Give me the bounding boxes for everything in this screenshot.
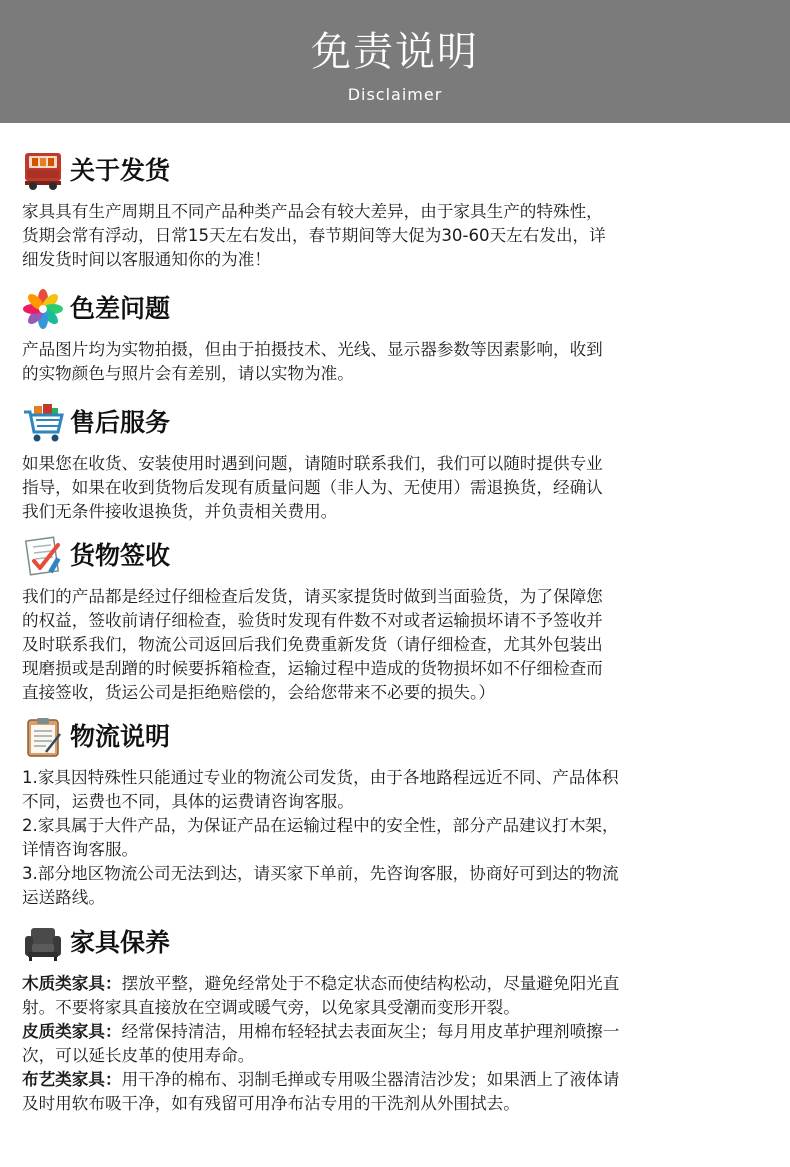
body-line: 摆放平整，避免经常处于不稳定状态而使结构松动，尽量避免阳光直 <box>121 974 620 993</box>
section-title: 物流说明 <box>70 722 171 751</box>
body-line: 详情咨询客服。 <box>22 840 139 859</box>
section-header <box>22 402 774 446</box>
body-line: 家具具有生产周期且不同产品种类产品会有较大差异，由于家具生产的特殊性， <box>22 202 603 221</box>
care-label: 布艺类家具： <box>22 1070 122 1089</box>
body-line: 1.家具因特殊性只能通过专业的物流公司发货，由于各地路程远近不同、产品体积 <box>22 768 619 787</box>
body-line: 3.部分地区物流公司无法到达，请买家下单前，先咨询客服，协商好可到达的物流 <box>22 864 619 883</box>
section-shipping <box>22 150 774 272</box>
section-title: 关于发货 <box>70 156 171 185</box>
page-title: 免责说明 <box>311 29 479 75</box>
body-line: 直接签收，货运公司是拒绝赔偿的，会给您带来不必要的损失。） <box>22 683 495 702</box>
section-title: 货物签收 <box>70 541 171 570</box>
body-line: 现磨损或是刮蹭的时候要拆箱检查，运输过程中造成的货物损坏如不仔细检查而 <box>22 659 603 678</box>
body-line: 指导，如果在收到货物后发现有质量问题（非人为、无使用）需退换货，经确认 <box>22 478 603 497</box>
body-line: 射。不要将家具直接放在空调或暖气旁，以免家具受潮而变形开裂。 <box>22 998 520 1017</box>
section-title: 色差问题 <box>70 294 171 323</box>
section-title: 售后服务 <box>70 408 171 437</box>
page-subtitle: Disclaimer <box>347 85 443 104</box>
body-line: 我们的产品都是经过仔细检查后发货，请买家提货时做到当面验货，为了保障您 <box>22 587 603 606</box>
care-label: 皮质类家具： <box>22 1022 122 1041</box>
section-title: 家具保养 <box>70 928 171 957</box>
shopping-cart-icon <box>22 402 64 444</box>
section-body <box>22 338 774 386</box>
body-line: 次，可以延长皮革的使用寿命。 <box>22 1046 255 1065</box>
body-line: 货期会常有浮动，日常15天左右发出，春节期间等大促为30-60天左右发出，详 <box>22 226 606 245</box>
section-header <box>22 150 774 194</box>
body-line: 及时用软布吸干净，如有残留可用净布沾专用的干洗剂从外围拭去。 <box>22 1094 520 1113</box>
body-line: 不同，运费也不同，具体的运费请咨询客服。 <box>22 792 354 811</box>
section-logistics <box>22 716 774 910</box>
section-goods-receipt <box>22 535 774 705</box>
section-body <box>22 585 774 705</box>
body-line: 经常保持清洁，用棉布轻轻拭去表面灰尘；每月用皮革护理剂喷擦一 <box>121 1022 620 1041</box>
section-body <box>22 766 774 910</box>
header-banner <box>0 0 790 123</box>
section-header <box>22 535 774 579</box>
section-header <box>22 716 774 760</box>
body-line: 2.家具属于大件产品，为保证产品在运输过程中的安全性，部分产品建议打木架， <box>22 816 619 835</box>
sign-document-icon <box>22 535 64 577</box>
section-header <box>22 288 774 332</box>
body-line: 细发货时间以客服通知你的为准！ <box>22 250 271 269</box>
section-body <box>22 972 774 1116</box>
body-line: 用干净的棉布、羽制毛掸或专用吸尘器清洁沙发；如果洒上了液体请 <box>121 1070 620 1089</box>
care-label: 木质类家具： <box>22 974 122 993</box>
delivery-truck-icon <box>22 150 64 192</box>
color-palette-icon <box>22 288 64 330</box>
clipboard-icon <box>22 716 64 758</box>
body-line: 我们无条件接收退换货，并负责相关费用。 <box>22 502 338 521</box>
body-line: 产品图片均为实物拍摄，但由于拍摄技术、光线、显示器参数等因素影响，收到 <box>22 340 603 359</box>
section-after-sales <box>22 402 774 524</box>
body-line: 运送路线。 <box>22 888 105 907</box>
armchair-icon <box>22 922 64 964</box>
body-line: 的权益，签收前请仔细检查，验货时发现有件数不对或者运输损坏请不予签收并 <box>22 611 603 630</box>
body-line: 及时联系我们，物流公司返回后我们免费重新发货（请仔细检查，尤其外包装出 <box>22 635 603 654</box>
body-line: 的实物颜色与照片会有差别，请以实物为准。 <box>22 364 354 383</box>
section-color-difference <box>22 288 774 386</box>
care-item <box>22 1020 774 1044</box>
section-header <box>22 922 774 966</box>
body-line: 如果您在收货、安装使用时遇到问题，请随时联系我们，我们可以随时提供专业 <box>22 454 603 473</box>
section-body <box>22 452 774 524</box>
section-body <box>22 200 774 272</box>
section-furniture-care <box>22 922 774 1116</box>
care-item <box>22 972 774 996</box>
care-item <box>22 1068 774 1092</box>
